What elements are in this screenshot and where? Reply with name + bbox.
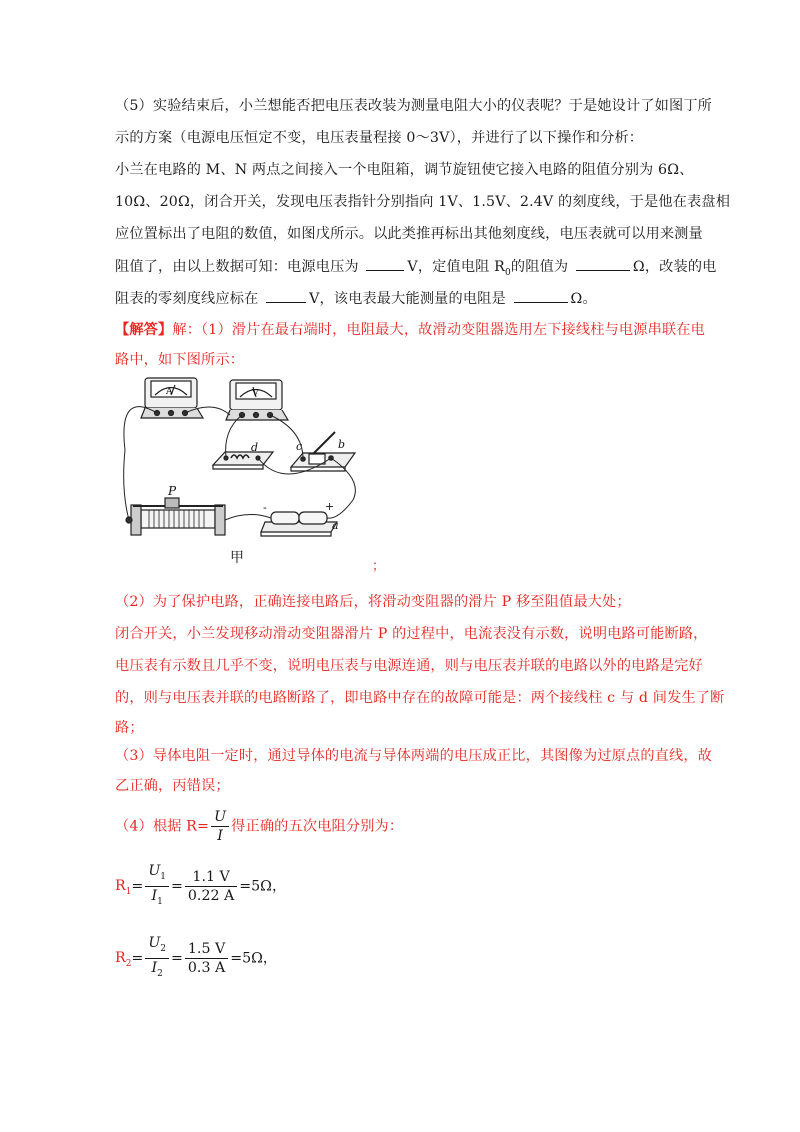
eq1-symbolic-fraction: $\frac{U_1}{I_1}$ <box>145 862 169 911</box>
answer-line-2e: 路； <box>115 720 144 736</box>
answer-line-4 <box>115 808 715 845</box>
eq2-symbolic-fraction: $\frac{U_2}{I_2}$ <box>145 934 169 983</box>
battery-plus-label: + <box>325 500 335 513</box>
q5-line-7-c: Ω。 <box>570 291 597 307</box>
q5-line-6-b: V，定值电阻 R <box>407 259 505 275</box>
figure-caption: 甲 <box>230 550 244 566</box>
q5-line-6-c: 的阻值为 <box>510 259 569 275</box>
answer-semicolon: ； <box>372 559 386 574</box>
eq2-label: $R_2$ <box>115 950 132 970</box>
q5-line-1: （5）实验结束后，小兰想能否把电压表改装为测量电阻大小的仪表呢？于是她设计了如图丁所 <box>115 98 713 114</box>
circuit-diagram <box>113 370 383 570</box>
formula-fraction <box>211 808 229 845</box>
terminal-label-c: c <box>296 440 303 453</box>
voltmeter-icon <box>226 380 288 420</box>
q5-line-6 <box>115 256 715 283</box>
q5-line-6-d: Ω，改装的电 <box>632 259 717 275</box>
battery-icon <box>261 512 337 536</box>
answer-line-2d: 的，则与电压表并联的电路断路了，即电路中存在的故障可能是：两个接线柱 c 与 d 间发生了断 <box>115 690 725 706</box>
answer-line-2: （2）为了保护电路，正确连接电路后，将滑动变阻器的滑片 P 移至阻值最大处； <box>115 594 631 610</box>
q5-line-5: 应位置标出了电阻的数值，如图戊所示。以此类推再标出其他刻度线，电压表就可以用来测量 <box>115 226 703 242</box>
formula-denominator: I <box>217 828 223 844</box>
eq1-result: 5Ω， <box>251 878 287 895</box>
terminal-label-d: d <box>251 441 259 454</box>
eq2-value-fraction: $\frac{1.5 V}{0.3 A}$ <box>185 940 228 977</box>
answer-tag: 【解答】 <box>115 322 173 338</box>
answer-line-1 <box>115 320 715 340</box>
answer-4-prefix: （4）根据 R= <box>115 818 210 835</box>
q5-line-2: 示的方案（电源电压恒定不变，电压表量程接 0～3V），并进行了以下操作和分析： <box>115 130 644 146</box>
answer-line-2b: 闭合开关，小兰发现移动滑动变阻器滑片 P 的过程中，电流表没有示数，说明电路可能断路， <box>115 626 708 642</box>
max-resistance-blank[interactable] <box>514 288 568 303</box>
eq1-value-fraction: $\frac{1.1 V}{0.22 A}$ <box>185 868 237 905</box>
ammeter-icon <box>141 378 203 418</box>
terminal-label-b: b <box>338 438 346 451</box>
formula-numerator: U <box>211 808 229 827</box>
q5-line-4: 10Ω、20Ω，闭合开关，发现电压表指针分别指向 1V、1.5V、2.4V 的刻度线，于是他在表盘相 <box>115 194 731 210</box>
rheostat-icon <box>126 498 225 535</box>
resistor-d-icon <box>213 452 273 469</box>
resistance-blank[interactable] <box>576 256 630 271</box>
q5-line-6-a: 阻值了，由以上数据可知：电源电压为 <box>115 259 359 275</box>
answer-4-suffix: 得正确的五次电阻分别为： <box>231 818 404 835</box>
equation-r1: $R_1=$ $\frac{U_1}{I_1}$ = $\frac{1.1 V}{0.22 A}$ =5Ω， <box>115 862 286 911</box>
answer-text-1: 解：（1）滑片在最右端时，电阻最大，故滑动变阻器选用左下接线柱与电源串联在电 <box>172 322 705 338</box>
equation-r2: $R_2=$ $\frac{U_2}{I_2}$ = $\frac{1.5 V}{0.3 A}$ =5Ω， <box>115 934 277 983</box>
zero-mark-blank[interactable] <box>266 288 306 303</box>
q5-line-7 <box>115 288 715 309</box>
eq1-label: $R_1$ <box>115 878 132 898</box>
ammeter-label: A <box>166 387 173 397</box>
slider-label-p: P <box>168 484 177 498</box>
q5-line-3: 小兰在电路的 M、N 两点之间接入一个电阻箱，调节旋钮使它接入电路的阻值分别为 6Ω、 <box>115 162 694 178</box>
voltage-blank[interactable] <box>366 256 404 271</box>
voltmeter-label: V <box>252 389 259 399</box>
answer-line-3: （3）导体电阻一定时，通过导体的电流与导体两端的电压成正比，其图像为过原点的直线，故 <box>115 748 713 764</box>
terminal-label-a: a <box>332 519 339 532</box>
q5-line-7-a: 阻表的零刻度线应标在 <box>115 291 259 307</box>
answer-line-1b: 路中，如下图所示： <box>115 352 245 368</box>
answer-line-3b: 乙正确，丙错误； <box>115 778 230 794</box>
battery-minus-label: - <box>263 501 267 514</box>
q5-line-7-b: V，该电表最大能测量的电阻是 <box>309 291 506 307</box>
r0-subscript: 0 <box>505 267 511 278</box>
answer-line-2c: 电压表有示数且几乎不变，说明电压表与电源连通，则与电压表并联的电路以外的电路是完好 <box>115 658 703 674</box>
eq2-result: 5Ω， <box>242 950 278 967</box>
